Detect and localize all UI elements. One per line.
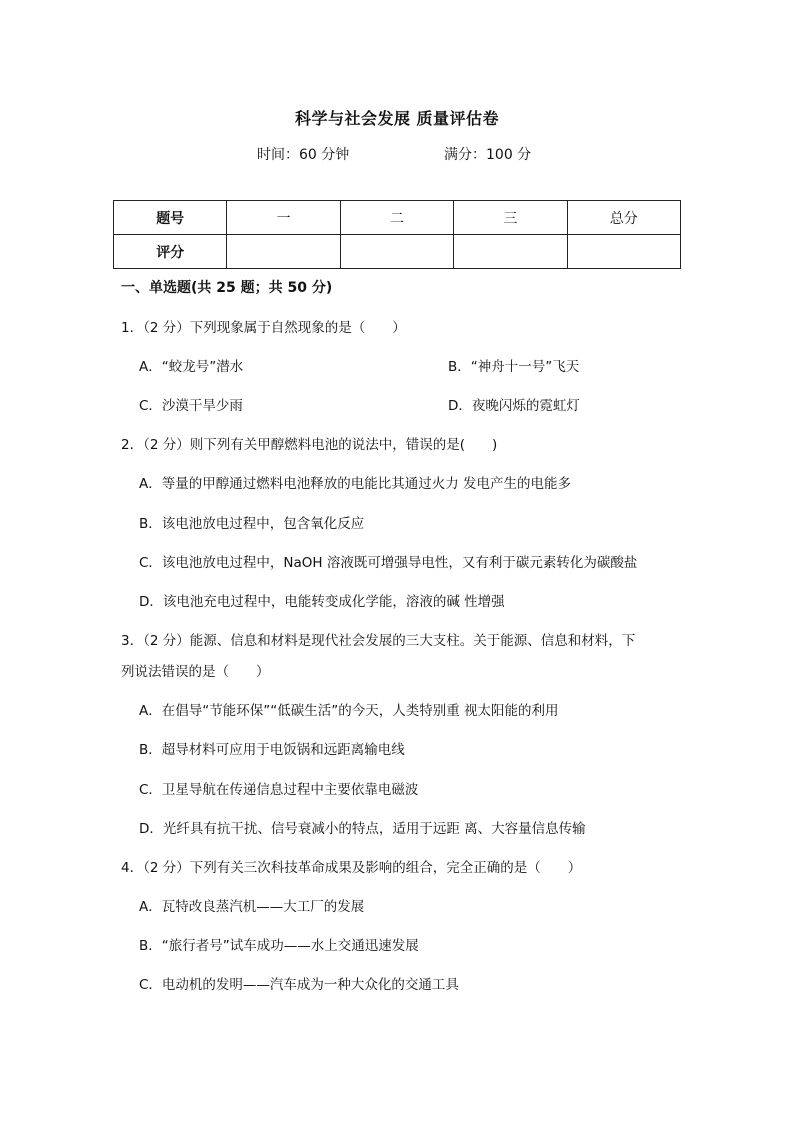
table-cell [227,235,340,269]
option-b: B．“神舟十一号”飞天 [448,359,580,375]
table-cell [567,235,680,269]
table-row [114,201,681,235]
table-cell: 二 [340,201,453,235]
question-stem: 2．（2 分）则下列有关甲醇燃料电池的说法中，错误的是( ) [121,437,498,453]
question-stem: 3．（2 分）能源、信息和材料是现代社会发展的三大支柱。关于能源、信息和材料，下 [121,633,636,649]
question-stem: 1．（2 分）下列现象属于自然现象的是（ ） [121,320,406,336]
table-cell: 三 [454,201,567,235]
option-d: D．该电池充电过程中，电能转变成化学能，溶液的碱 性增强 [139,594,505,610]
option-a: A．“蛟龙号”潜水 [139,359,244,375]
option-a: A．在倡导“节能环保”“低碳生活”的今天，人类特别重 视太阳能的利用 [139,703,559,719]
score-table [113,200,681,269]
page-title: 科学与社会发展 质量评估卷 [294,109,500,128]
question-stem: 4．（2 分）下列有关三次科技革命成果及影响的组合，完全正确的是（ ） [121,860,582,876]
option-c: C．卫星导航在传递信息过程中主要依靠电磁波 [139,782,419,798]
option-c: C．沙漠干旱少雨 [139,398,243,414]
option-b: B．超导材料可应用于电饭锅和远距离输电线 [139,742,405,758]
option-a: A．瓦特改良蒸汽机——大工厂的发展 [139,899,365,915]
full-score: 满分：100 分 [444,147,532,163]
section-heading: 一、单选题(共 25 题；共 50 分) [121,280,333,296]
option-d: D．光纤具有抗干扰、信号衰减小的特点，适用于远距 离、大容量信息传输 [139,821,586,837]
table-cell: 总分 [567,201,680,235]
option-a: A．等量的甲醇通过燃料电池释放的电能比其通过火力 发电产生的电能多 [139,476,572,492]
time-limit: 时间：60 分钟 [257,147,350,163]
table-cell: 评分 [114,235,227,269]
option-b: B．“旅行者号”试车成功——水上交通迅速发展 [139,938,419,954]
table-row [114,235,681,269]
option-c: C．该电池放电过程中，NaOH 溶液既可增强导电性，又有利于碳元素转化为碳酸盐 [139,555,638,571]
table-cell [340,235,453,269]
table-cell: 题号 [114,201,227,235]
option-c: C．电动机的发明——汽车成为一种大众化的交通工具 [139,977,459,993]
option-d: D．夜晚闪烁的霓虹灯 [448,398,580,414]
table-cell: 一 [227,201,340,235]
option-b: B．该电池放电过程中，包含氧化反应 [139,516,365,532]
table-cell [454,235,567,269]
question-stem-continued: 列说法错误的是（ ） [121,664,270,680]
